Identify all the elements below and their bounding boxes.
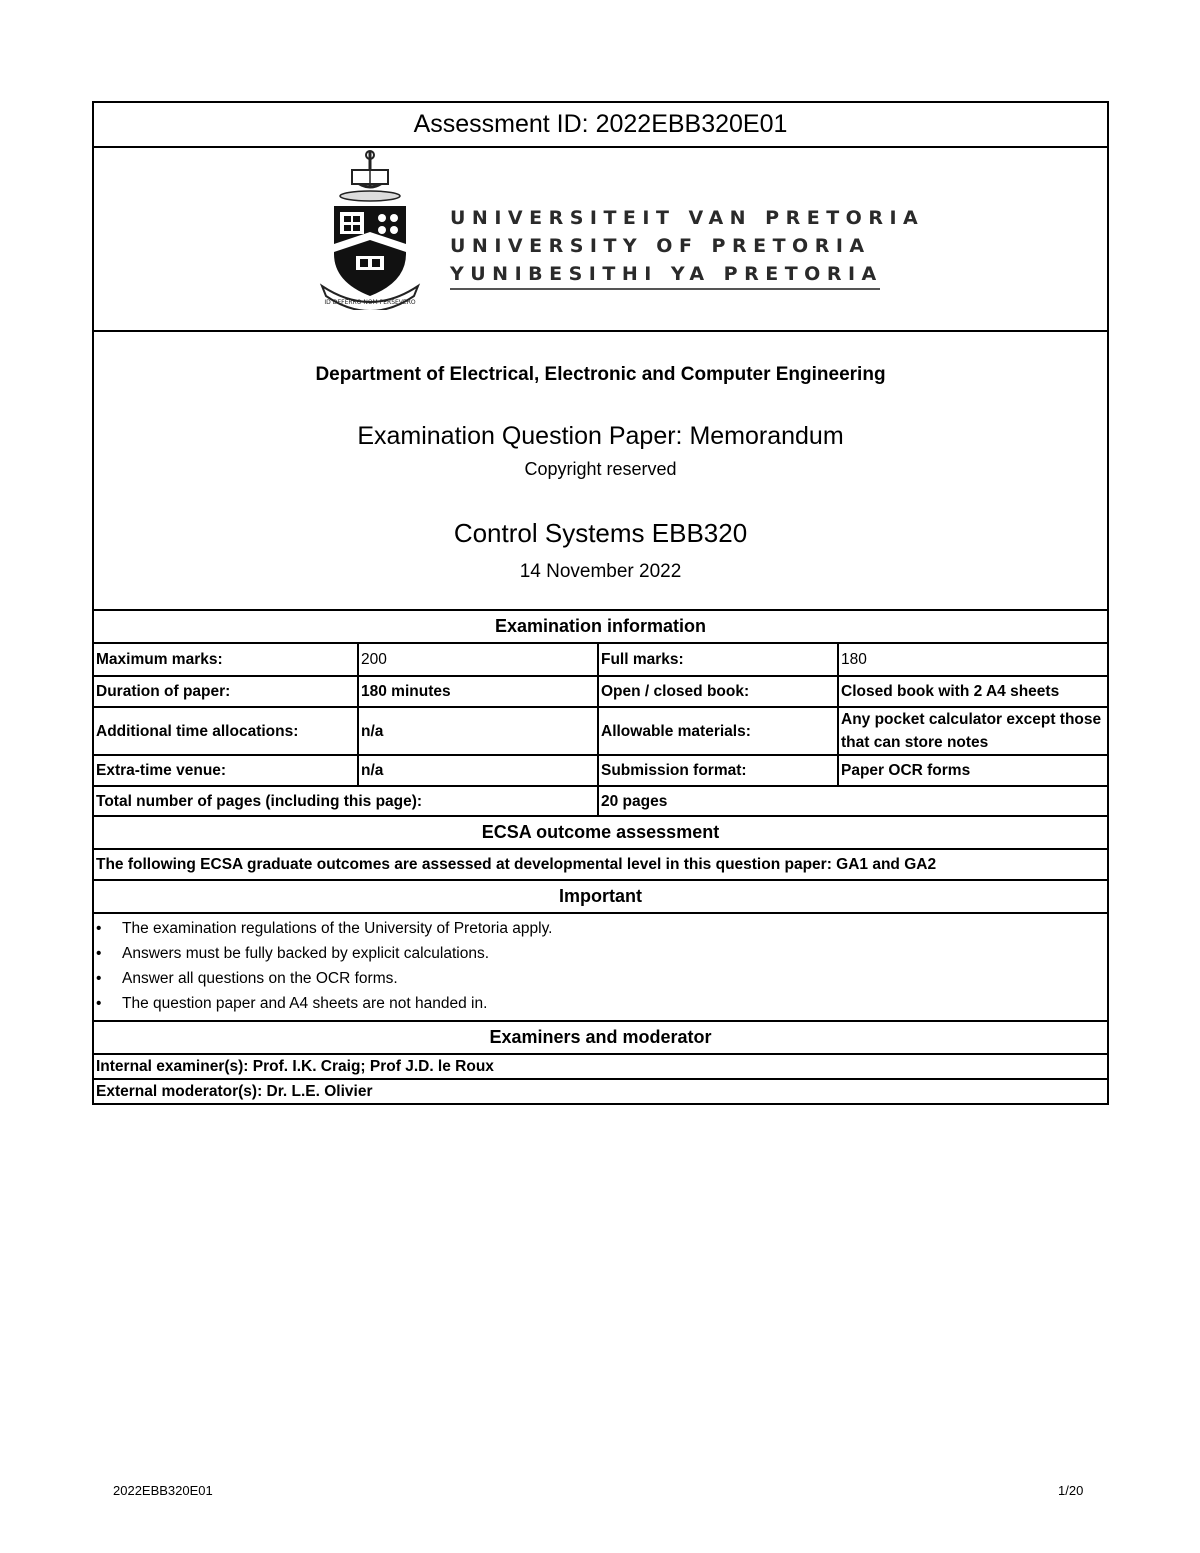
cell-value: 180 minutes xyxy=(358,676,598,707)
table-row xyxy=(94,707,1107,755)
cell-value: Closed book with 2 A4 sheets xyxy=(838,676,1107,707)
course-title: Control Systems EBB320 xyxy=(453,518,748,548)
crest-motto: ID DEFERRO NOM PERSEVERO xyxy=(324,299,416,306)
cell-label: Extra-time venue: xyxy=(94,755,358,786)
assessment-id-title: Assessment ID: 2022EBB320E01 xyxy=(94,103,1107,148)
exam-info-table xyxy=(94,644,1107,817)
list-item xyxy=(94,966,1107,991)
total-pages-label: Total number of pages (including this page): xyxy=(94,786,598,816)
copyright-notice: Copyright reserved xyxy=(524,459,677,479)
cover-frame xyxy=(92,101,1109,1105)
cell-label: Duration of paper: xyxy=(94,676,358,707)
internal-examiners: Internal examiner(s): Prof. I.K. Craig; Prof J.D. le Roux xyxy=(94,1055,1107,1080)
university-name-sepedi: YUNIBESITHI YA PRETORIA xyxy=(450,263,883,285)
logo-underline xyxy=(450,288,880,290)
ecsa-heading: ECSA outcome assessment xyxy=(94,817,1107,850)
university-name-afrikaans: UNIVERSITEIT VAN PRETORIA xyxy=(450,207,925,229)
cell-label: Open / closed book: xyxy=(598,676,838,707)
exam-paper-title: Examination Question Paper: Memorandum xyxy=(357,422,844,450)
ecsa-statement: The following ECSA graduate outcomes are assessed at developmental level in this question paper: GA1 and GA2 xyxy=(94,850,1107,881)
footer-doc-id: 2022EBB320E01 xyxy=(113,1483,213,1498)
list-item-text: The question paper and A4 sheets are not handed in. xyxy=(122,995,488,1012)
list-item-text: Answer all questions on the OCR forms. xyxy=(122,970,398,987)
cell-label: Additional time allocations: xyxy=(94,707,358,755)
cell-label: Full marks: xyxy=(598,644,838,676)
university-logo-block xyxy=(94,148,1107,332)
table-row xyxy=(94,676,1107,707)
exam-info-heading: Examination information xyxy=(94,611,1107,644)
footer-page-number: 1/20 xyxy=(1058,1483,1084,1498)
table-row xyxy=(94,786,1107,816)
list-item xyxy=(94,916,1107,941)
list-item-text: The examination regulations of the University of Pretoria apply. xyxy=(122,920,553,937)
external-moderator: External moderator(s): Dr. L.E. Olivier xyxy=(96,1082,373,1100)
important-list xyxy=(94,914,1107,1022)
bullet-icon: • xyxy=(96,945,102,962)
cell-label: Submission format: xyxy=(598,755,838,786)
cell-value: n/a xyxy=(358,707,598,755)
examiners-heading: Examiners and moderator xyxy=(94,1022,1107,1055)
table-row xyxy=(94,644,1107,676)
university-crest-icon xyxy=(318,150,422,310)
total-pages-value: 20 pages xyxy=(598,786,1107,816)
exam-title-block xyxy=(94,332,1107,611)
cell-value: Any pocket calculator except those that can store notes xyxy=(838,707,1107,755)
table-row xyxy=(94,755,1107,786)
list-item-text: Answers must be fully backed by explicit calculations. xyxy=(122,945,489,962)
bullet-icon: • xyxy=(96,995,102,1012)
cell-value: n/a xyxy=(358,755,598,786)
cell-label: Maximum marks: xyxy=(94,644,358,676)
university-name-english: UNIVERSITY OF PRETORIA xyxy=(450,235,871,257)
university-name-lines xyxy=(450,204,924,288)
important-heading: Important xyxy=(94,881,1107,914)
cell-value: Paper OCR forms xyxy=(838,755,1107,786)
bullet-icon: • xyxy=(96,920,102,937)
department-name: Department of Electrical, Electronic and Computer Engineering xyxy=(315,364,886,385)
cell-label: Allowable materials: xyxy=(598,707,838,755)
exam-date: 14 November 2022 xyxy=(519,561,682,582)
cell-value: 200 xyxy=(358,644,598,676)
list-item xyxy=(94,941,1107,966)
list-item xyxy=(94,991,1107,1016)
bullet-icon: • xyxy=(96,970,102,987)
cell-value: 180 xyxy=(838,644,1107,676)
